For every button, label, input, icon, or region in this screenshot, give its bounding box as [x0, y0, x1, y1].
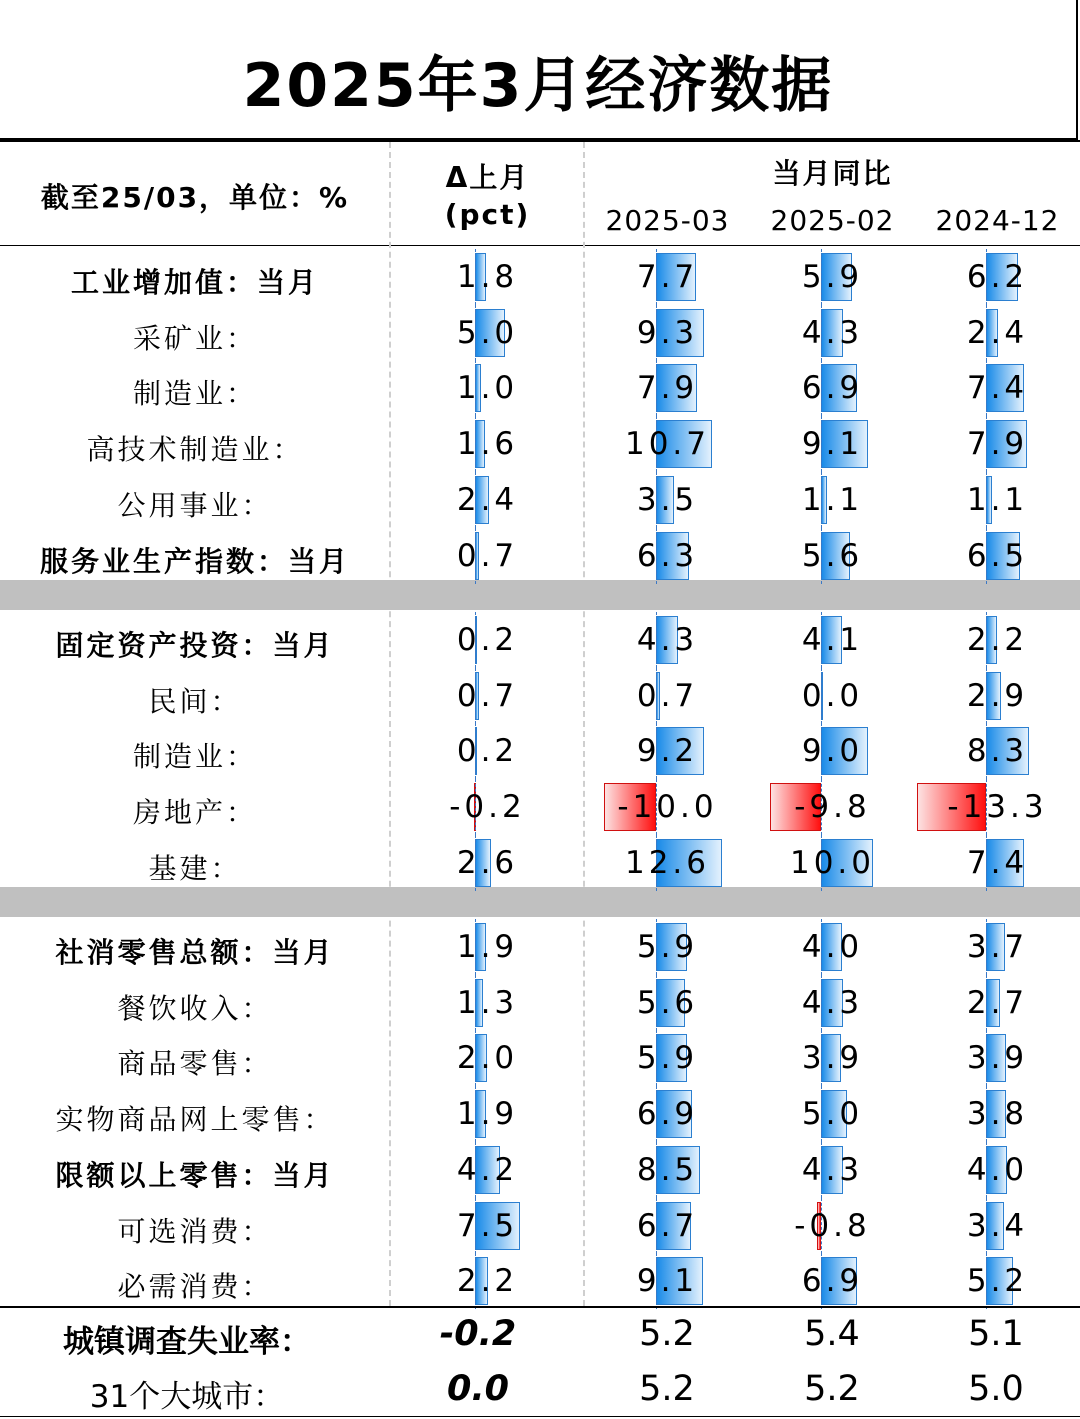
table-row — [0, 975, 1080, 1031]
value-cell-delta — [390, 472, 585, 528]
value-text: 0.7 — [456, 677, 519, 714]
value-text: 7.9 — [966, 426, 1029, 463]
group-separator — [0, 580, 1080, 610]
value-text: 2.0 — [456, 1040, 519, 1077]
value-text: 5.9 — [801, 259, 864, 295]
row-label: 餐饮收入： — [117, 991, 273, 1025]
value-text: 3.7 — [966, 929, 1029, 965]
value-cell-v1 — [585, 1198, 750, 1254]
table-row — [0, 612, 1080, 668]
value-text: 4.3 — [801, 1151, 864, 1188]
period-2025-03: 2025-03 — [605, 204, 730, 237]
value-text: 9.1 — [801, 426, 864, 463]
table-row — [0, 668, 1080, 724]
title-box — [0, 0, 1078, 140]
value-text: -13.3 — [947, 789, 1048, 826]
value-text: 1.6 — [456, 426, 519, 463]
unemployment-value-v3: 5.0 — [968, 1369, 1024, 1409]
row-label: 采矿业： — [132, 321, 257, 355]
row-label: 必需消费： — [117, 1270, 273, 1304]
page-title: 2025年3月经济数据 — [242, 51, 834, 121]
value-cell-v3 — [915, 416, 1080, 472]
row-label: 商品零售： — [117, 1047, 273, 1081]
value-text: 1.1 — [801, 481, 864, 518]
table-row — [0, 1198, 1080, 1254]
unemployment-value-v3: 5.1 — [968, 1314, 1024, 1354]
period-2024-12: 2024-12 — [935, 204, 1060, 237]
value-text: 6.7 — [636, 1207, 699, 1244]
value-cell-v3 — [915, 360, 1080, 416]
value-text: 3.9 — [801, 1040, 864, 1077]
value-text: 2.2 — [456, 1263, 519, 1300]
value-text: 4.3 — [636, 622, 699, 658]
value-text: 12.6 — [624, 844, 711, 881]
value-text: 2.2 — [966, 622, 1029, 658]
value-text: 4.0 — [801, 929, 864, 965]
value-cell-v3 — [915, 1142, 1080, 1198]
value-text: 6.9 — [801, 1263, 864, 1300]
value-cell-v1 — [585, 975, 750, 1031]
value-cell-v2 — [750, 528, 915, 584]
value-text: 0.2 — [456, 733, 519, 770]
unemployment-value-v2: 5.4 — [804, 1314, 860, 1354]
unemployment-label: 城镇调查失业率： — [63, 1324, 311, 1360]
unemployment-label: 31个大城市： — [89, 1379, 285, 1415]
value-text: 2.4 — [966, 314, 1029, 351]
value-cell-v2 — [750, 975, 915, 1031]
row-label: 服务业生产指数：当月 — [39, 544, 350, 578]
value-cell-v2 — [750, 1030, 915, 1086]
value-text: -0.2 — [449, 789, 526, 826]
value-cell-v2 — [750, 1142, 915, 1198]
value-cell-v1 — [585, 668, 750, 724]
value-cell-v1 — [585, 1142, 750, 1198]
value-text: 3.5 — [636, 481, 699, 518]
value-cell-v3 — [915, 249, 1080, 305]
value-text: 6.9 — [801, 370, 864, 407]
value-cell-delta — [390, 249, 585, 305]
row-label: 高技术制造业： — [86, 433, 304, 467]
value-cell-delta — [390, 416, 585, 472]
value-text: 1.1 — [966, 481, 1029, 518]
value-text: 1.0 — [456, 370, 519, 407]
value-text: 9.1 — [636, 1263, 699, 1300]
value-text: 0.7 — [636, 677, 699, 714]
value-text: 3.8 — [966, 1096, 1029, 1133]
value-cell-v3 — [915, 612, 1080, 668]
value-cell-v2 — [750, 779, 915, 835]
table-row — [0, 1253, 1080, 1309]
value-text: 5.0 — [456, 314, 519, 351]
value-text: 2.4 — [456, 481, 519, 518]
value-text: 1.8 — [456, 259, 519, 295]
value-text: 7.5 — [456, 1207, 519, 1244]
value-cell-v3 — [915, 668, 1080, 724]
value-cell-v3 — [915, 835, 1080, 891]
value-text: 5.9 — [636, 929, 699, 965]
value-cell-delta — [390, 723, 585, 779]
row-label: 民间： — [148, 684, 242, 718]
table-row — [0, 919, 1080, 975]
value-cell-v2 — [750, 723, 915, 779]
delta-header-line1: Δ上月 — [445, 161, 530, 194]
value-cell-v3 — [915, 305, 1080, 361]
value-cell-v1 — [585, 1086, 750, 1142]
unemployment-value-v1: 5.2 — [639, 1369, 695, 1409]
value-cell-v1 — [585, 249, 750, 305]
row-label: 基建： — [148, 851, 242, 885]
value-text: 1.9 — [456, 929, 519, 965]
table-row — [0, 528, 1080, 584]
row-label: 限额以上零售：当月 — [55, 1158, 335, 1192]
value-text: 7.4 — [966, 370, 1029, 407]
table-row — [0, 249, 1080, 305]
value-text: 0.2 — [456, 622, 519, 658]
value-text: -0.8 — [794, 1207, 871, 1244]
value-cell-v1 — [585, 528, 750, 584]
value-cell-v2 — [750, 1198, 915, 1254]
value-cell-v2 — [750, 835, 915, 891]
value-text: 5.0 — [801, 1096, 864, 1133]
value-cell-v3 — [915, 1198, 1080, 1254]
value-cell-v2 — [750, 416, 915, 472]
table-row — [0, 472, 1080, 528]
value-cell-v2 — [750, 919, 915, 975]
value-text: 6.2 — [966, 259, 1029, 295]
value-text: 8.3 — [966, 733, 1029, 770]
value-cell-delta — [390, 975, 585, 1031]
value-cell-v3 — [915, 472, 1080, 528]
value-cell-delta — [390, 305, 585, 361]
value-text: 6.5 — [966, 537, 1029, 574]
value-cell-v1 — [585, 360, 750, 416]
value-text: 9.2 — [636, 733, 699, 770]
value-text: 7.7 — [636, 259, 699, 295]
table-row — [0, 835, 1080, 891]
value-text: 5.6 — [636, 984, 699, 1021]
value-text: 0.7 — [456, 537, 519, 574]
delta-header-line2: (pct) — [444, 198, 531, 231]
table-row — [0, 723, 1080, 779]
value-cell-v2 — [750, 1253, 915, 1309]
value-cell-v1 — [585, 1253, 750, 1309]
value-cell-v3 — [915, 528, 1080, 584]
value-text: 3.4 — [966, 1207, 1029, 1244]
value-cell-v1 — [585, 835, 750, 891]
row-label: 房地产： — [132, 796, 257, 830]
value-cell-v2 — [750, 1086, 915, 1142]
table-row — [0, 779, 1080, 835]
value-cell-v3 — [915, 779, 1080, 835]
unemployment-value-delta: 0.0 — [446, 1369, 509, 1409]
value-cell-delta — [390, 835, 585, 891]
value-cell-delta — [390, 528, 585, 584]
unemployment-row — [0, 1308, 1080, 1362]
table-row — [0, 416, 1080, 472]
value-cell-v3 — [915, 1253, 1080, 1309]
value-text: 0.0 — [801, 677, 864, 714]
value-cell-delta — [390, 1253, 585, 1309]
value-text: 4.1 — [801, 622, 864, 658]
value-cell-delta — [390, 612, 585, 668]
value-cell-v1 — [585, 919, 750, 975]
value-cell-v1 — [585, 723, 750, 779]
period-2025-02: 2025-02 — [770, 204, 895, 237]
table-row — [0, 1030, 1080, 1086]
value-text: 6.9 — [636, 1096, 699, 1133]
value-text: 5.2 — [966, 1263, 1029, 1300]
value-cell-v3 — [915, 975, 1080, 1031]
value-text: 6.3 — [636, 537, 699, 574]
value-text: 7.4 — [966, 844, 1029, 881]
row-label: 制造业： — [132, 740, 257, 774]
unemployment-value-delta: -0.2 — [439, 1314, 517, 1354]
value-cell-delta — [390, 779, 585, 835]
value-cell-v1 — [585, 612, 750, 668]
value-text: 9.3 — [636, 314, 699, 351]
value-cell-delta — [390, 919, 585, 975]
value-text: 10.0 — [789, 844, 876, 881]
value-text: 4.0 — [966, 1151, 1029, 1188]
table-row — [0, 305, 1080, 361]
value-cell-v3 — [915, 1086, 1080, 1142]
value-text: 2.7 — [966, 984, 1029, 1021]
value-text: 2.6 — [456, 844, 519, 881]
value-cell-delta — [390, 360, 585, 416]
row-label: 制造业： — [132, 377, 257, 411]
value-text: 8.5 — [636, 1151, 699, 1188]
group-separator — [0, 887, 1080, 917]
value-text: -9.8 — [794, 789, 871, 826]
value-cell-delta — [390, 1086, 585, 1142]
value-text: 4.3 — [801, 314, 864, 351]
value-cell-v1 — [585, 472, 750, 528]
unemployment-value-v1: 5.2 — [639, 1314, 695, 1354]
value-text: 10.7 — [624, 426, 711, 463]
header-note: 截至25/03，单位：% — [40, 181, 350, 214]
value-cell-v2 — [750, 612, 915, 668]
header-bottom-rule — [0, 245, 1080, 246]
unemployment-row — [0, 1363, 1080, 1417]
row-label: 公用事业： — [117, 488, 273, 522]
header-top-rule — [0, 140, 1080, 142]
table-row — [0, 360, 1080, 416]
value-text: 4.3 — [801, 984, 864, 1021]
value-cell-v1 — [585, 1030, 750, 1086]
value-text: 1.9 — [456, 1096, 519, 1133]
value-text: 5.6 — [801, 537, 864, 574]
value-cell-v2 — [750, 668, 915, 724]
value-text: 1.3 — [456, 984, 519, 1021]
value-cell-v2 — [750, 305, 915, 361]
value-cell-v3 — [915, 723, 1080, 779]
value-text: 7.9 — [636, 370, 699, 407]
value-cell-v2 — [750, 249, 915, 305]
value-cell-v2 — [750, 472, 915, 528]
value-cell-v3 — [915, 919, 1080, 975]
value-cell-delta — [390, 1142, 585, 1198]
value-text: 5.9 — [636, 1040, 699, 1077]
value-cell-delta — [390, 1030, 585, 1086]
row-label: 工业增加值：当月 — [70, 266, 319, 299]
unemployment-value-v2: 5.2 — [804, 1369, 860, 1409]
row-label: 可选消费： — [117, 1214, 273, 1248]
value-cell-v1 — [585, 779, 750, 835]
value-cell-delta — [390, 668, 585, 724]
row-label: 社消零售总额：当月 — [55, 936, 335, 969]
value-text: 9.0 — [801, 733, 864, 770]
row-label: 实物商品网上零售： — [55, 1103, 335, 1137]
value-text: 3.9 — [966, 1040, 1029, 1077]
value-cell-v2 — [750, 360, 915, 416]
table-row — [0, 1142, 1080, 1198]
yoy-header: 当月同比 — [772, 157, 893, 190]
row-label: 固定资产投资：当月 — [55, 629, 335, 662]
value-text: 4.2 — [456, 1151, 519, 1188]
value-cell-v3 — [915, 1030, 1080, 1086]
value-cell-delta — [390, 1198, 585, 1254]
value-cell-v1 — [585, 416, 750, 472]
value-text: -10.0 — [617, 789, 718, 826]
value-text: 2.9 — [966, 677, 1029, 714]
table-row — [0, 1086, 1080, 1142]
value-cell-v1 — [585, 305, 750, 361]
